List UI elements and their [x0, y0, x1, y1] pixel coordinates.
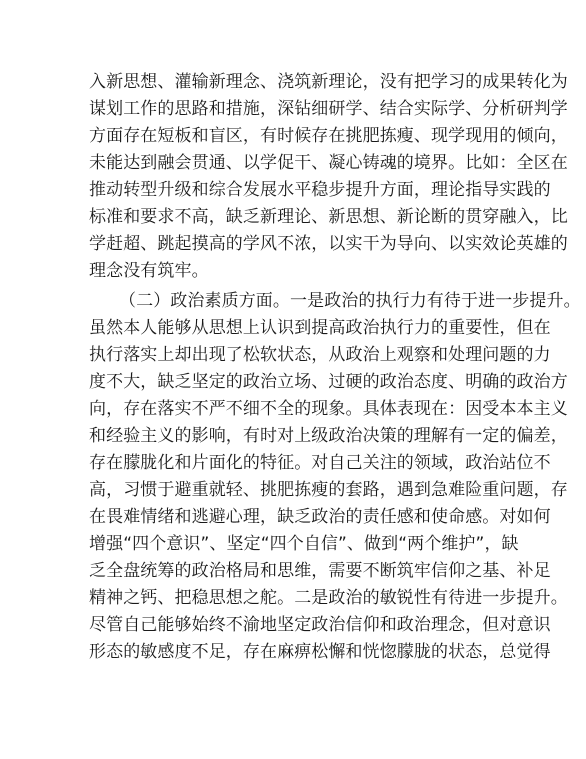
section-heading-line: （二）政治素质方面。一是政治的执行力有待于进一步提升。 — [119, 291, 581, 311]
text-line: 方面存在短板和盲区，有时候存在挑肥拣瘦、现学现用的倾向， — [89, 126, 568, 146]
text-line: 高，习惯于避重就轻、挑肥拣瘦的套路，遇到急难险重问题，存 — [89, 480, 568, 500]
text-line: 和经验主义的影响，有时对上级政治决策的理解有一定的偏差， — [89, 426, 568, 446]
text-line: 未能达到融会贯通、以学促干、凝心铸魂的境界。比如：全区在 — [89, 153, 568, 173]
text-line: 度不大，缺乏坚定的政治立场、过硬的政治态度、明确的政治方 — [89, 372, 568, 392]
text-line: 向，存在落实不严不细不全的现象。具体表现在：因受本本主义 — [89, 399, 568, 419]
text-line: 存在朦胧化和片面化的特征。对自己关注的领域，政治站位不 — [89, 453, 551, 473]
text-line: 推动转型升级和综合发展水平稳步提升方面，理论指导实践的 — [89, 180, 551, 200]
text-line: 增强“四个意识”、坚定“四个自信”、做到“两个维护”，缺 — [89, 534, 519, 554]
text-line: 谋划工作的思路和措施，深钻细研学、结合实际学、分析研判学 — [89, 99, 568, 119]
text-line: 精神之钙、把稳思想之舵。二是政治的敏锐性有待进一步提升。 — [89, 588, 568, 608]
text-line: 理念没有筑牢。 — [89, 261, 209, 281]
text-line: 学赶超、跳起摸高的学风不浓，以实干为导向、以实效论英雄的 — [89, 234, 568, 254]
text-line: 尽管自己能够始终不渝地坚定政治信仰和政治理念，但对意识 — [89, 615, 551, 635]
text-line: 乏全盘统筹的政治格局和思维，需要不断筑牢信仰之基、补足 — [89, 561, 551, 581]
text-line: 执行落实上却出现了松软状态，从政治上观察和处理问题的力 — [89, 345, 551, 365]
text-line: 标准和要求不高，缺乏新理论、新思想、新论断的贯穿融入，比 — [89, 207, 568, 227]
text-line: 虽然本人能够从思想上认识到提高政治执行力的重要性，但在 — [89, 318, 551, 338]
text-line: 形态的敏感度不足，存在麻痹松懈和恍惚朦胧的状态，总觉得 — [89, 642, 551, 662]
text-line: 在畏难情绪和逃避心理，缺乏政治的责任感和使命感。对如何 — [89, 507, 551, 527]
text-line: 入新思想、灌输新理念、浇筑新理论，没有把学习的成果转化为 — [89, 72, 568, 92]
